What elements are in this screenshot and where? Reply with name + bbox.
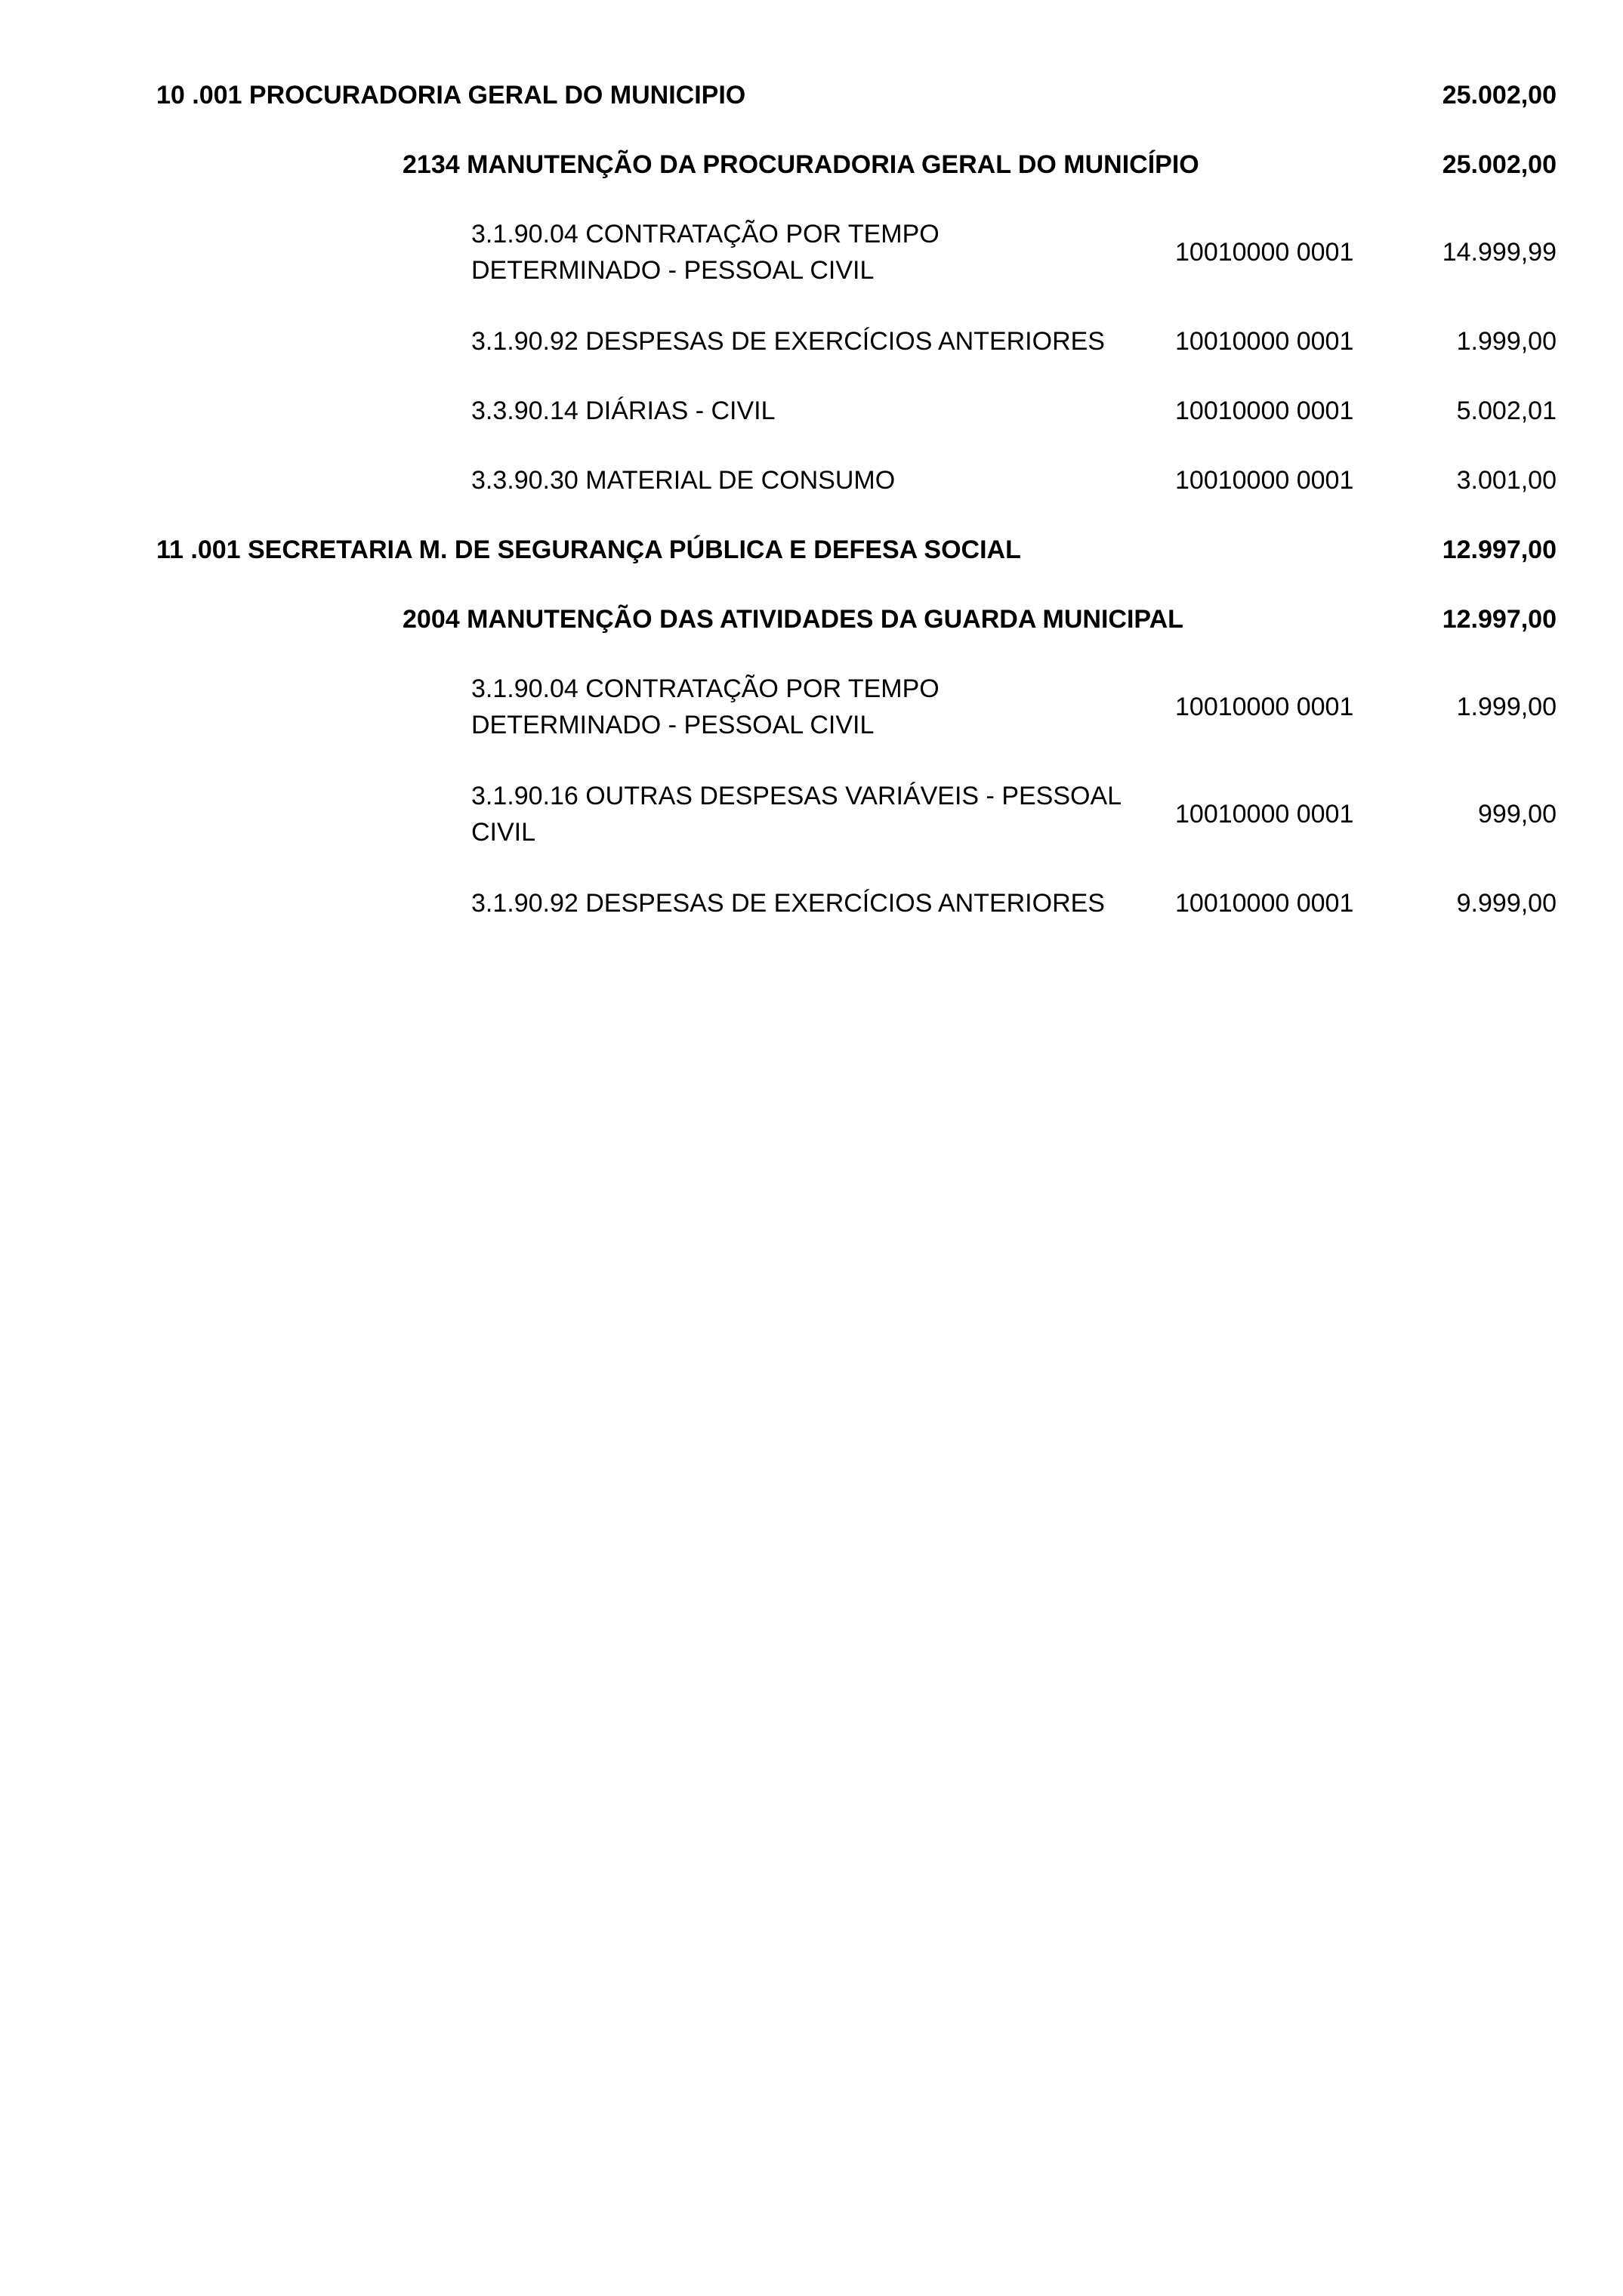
expense-description-line2: DETERMINADO - PESSOAL CIVIL [471, 711, 875, 739]
project-row [0, 147, 1623, 183]
expense-fonte: 10010000 0001 [1175, 800, 1354, 829]
expense-description: 3.3.90.14 DIÁRIAS - CIVIL [471, 397, 776, 425]
project-title: 2004 MANUTENÇÃO DAS ATIVIDADES DA GUARDA MUNICIPAL [403, 605, 1183, 634]
expense-fonte: 10010000 0001 [1175, 327, 1354, 356]
expense-description [471, 671, 1174, 743]
orgao-title: 11 .001 SECRETARIA M. DE SEGURANÇA PÚBLICA E DEFESA SOCIAL [156, 535, 1021, 564]
expense-description-line2: CIVIL [471, 818, 536, 847]
expense-value: 14.999,99 [1442, 238, 1557, 267]
orgao-total: 25.002,00 [1442, 81, 1557, 110]
orgao-row [0, 532, 1623, 568]
expense-row [0, 216, 1623, 289]
expense-fonte: 10010000 0001 [1175, 693, 1354, 721]
expense-value: 1.999,00 [1456, 693, 1557, 721]
expense-fonte: 10010000 0001 [1175, 397, 1354, 425]
expense-description-line1: 3.1.90.04 CONTRATAÇÃO POR TEMPO [471, 674, 940, 703]
expense-fonte: 10010000 0001 [1175, 238, 1354, 267]
project-row [0, 601, 1623, 637]
expense-row [0, 462, 1623, 498]
project-title: 2134 MANUTENÇÃO DA PROCURADORIA GERAL DO MUNICÍPIO [403, 150, 1199, 179]
expense-value: 5.002,01 [1456, 397, 1557, 425]
expense-row [0, 323, 1623, 360]
expense-row [0, 778, 1623, 850]
orgao-title: 10 .001 PROCURADORIA GERAL DO MUNICIPIO [156, 81, 746, 110]
expense-description-line2: DETERMINADO - PESSOAL CIVIL [471, 256, 875, 285]
project-total: 25.002,00 [1442, 150, 1557, 179]
expense-value: 3.001,00 [1456, 466, 1557, 495]
expense-description: 3.1.90.92 DESPESAS DE EXERCÍCIOS ANTERIORES [471, 327, 1105, 356]
expense-value: 9.999,00 [1456, 889, 1557, 918]
expense-row [0, 393, 1623, 429]
expense-description [471, 778, 1174, 850]
expense-description: 3.1.90.92 DESPESAS DE EXERCÍCIOS ANTERIORES [471, 889, 1105, 918]
expense-description: 3.3.90.30 MATERIAL DE CONSUMO [471, 466, 896, 495]
expense-value: 999,00 [1478, 800, 1557, 829]
orgao-row [0, 77, 1623, 113]
expense-row [0, 885, 1623, 921]
expense-description-line1: 3.1.90.04 CONTRATAÇÃO POR TEMPO [471, 220, 940, 248]
project-total: 12.997,00 [1442, 605, 1557, 634]
expense-row [0, 671, 1623, 743]
expense-value: 1.999,00 [1456, 327, 1557, 356]
expense-fonte: 10010000 0001 [1175, 889, 1354, 918]
expense-description [471, 216, 1174, 289]
expense-fonte: 10010000 0001 [1175, 466, 1354, 495]
expense-description-line1: 3.1.90.16 OUTRAS DESPESAS VARIÁVEIS - PESSOAL [471, 782, 1122, 810]
orgao-total: 12.997,00 [1442, 535, 1557, 564]
